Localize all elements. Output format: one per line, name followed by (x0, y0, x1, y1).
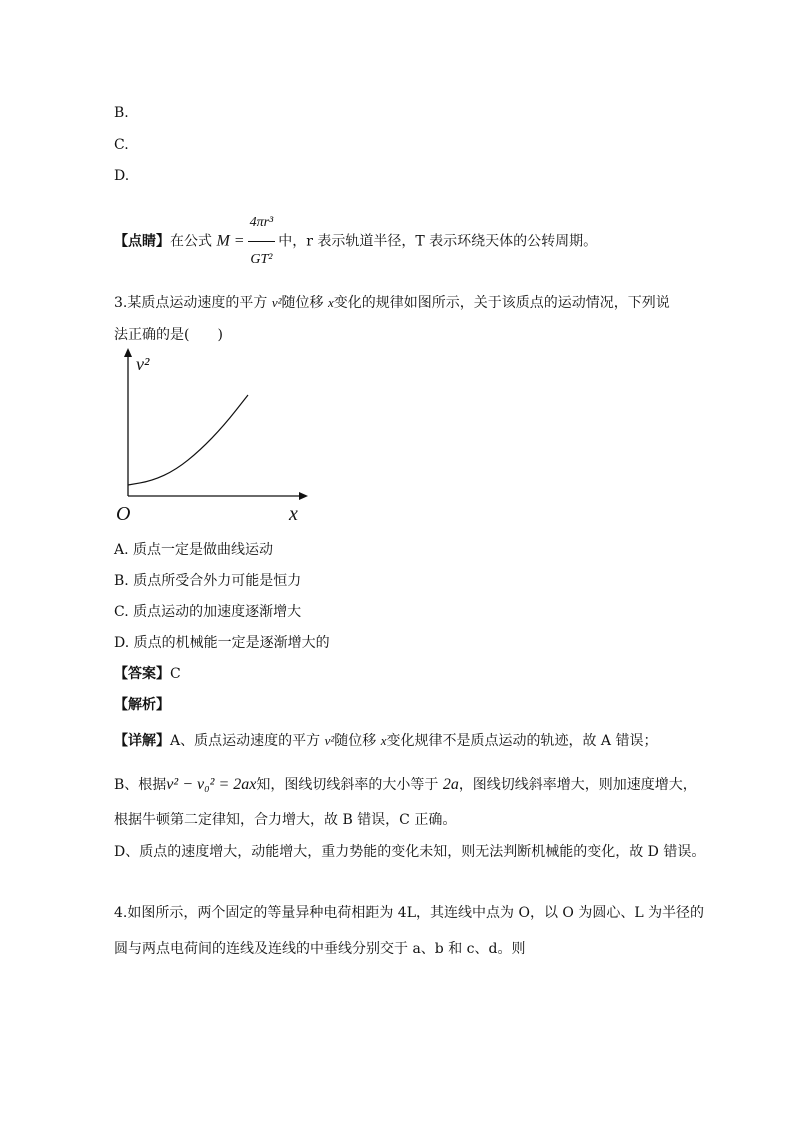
x-axis-arrow (299, 492, 308, 500)
q3-stem-line2: 法正确的是( ) (114, 327, 223, 343)
formula-lhs: M = (216, 232, 245, 250)
answer-value: C (170, 666, 181, 682)
q4-stem-line1: 4.如图所示，两个固定的等量异种电荷相距为 4L，其连线中点为 O，以 O 为圆心、L 为半径的 (114, 905, 705, 921)
analysis-label: 【解析】 (114, 697, 170, 713)
v2-curve (128, 395, 248, 485)
y-axis-label: v² (136, 354, 150, 374)
q4-stem-line2: 圆与两点电荷间的连线及连线的中垂线分别交于 a、b 和 c、d。则 (114, 941, 526, 957)
dianjing-line: 【点睛】在公式 M = $\frac{\text{4πr³}}{\text{GT²}}$ 中，r 表示轨道半径，T 表示环绕天体的公转周期。 (114, 206, 597, 277)
dianjing-label: 【点睛】 (114, 233, 170, 250)
origin-label: O (116, 503, 131, 525)
answer-label: 【答案】 (114, 666, 170, 682)
q3-stem-line1: 3.某质点运动速度的平方 v²随位移 x变化的规律如图所示，关于该质点的运动情况，下列说 (114, 295, 670, 311)
q3-option-d: D. 质点的机械能一定是逐渐增大的 (114, 635, 330, 651)
detail-label: 【详解】 (114, 733, 170, 749)
formula-fraction: $\frac{\text{4πr³}}{\text{GT²}}$ (248, 206, 276, 277)
q3-option-b: B. 质点所受合外力可能是恒力 (114, 573, 302, 589)
option-d-prev: D. (114, 168, 130, 184)
y-axis-arrow (124, 348, 132, 357)
kinematics-formula: v² − v₀² = 2ax (166, 776, 257, 793)
option-b-prev: B. (114, 105, 129, 121)
detail-d-line: D、质点的速度增大，动能增大，重力势能的变化未知，则无法判断机械能的变化，故 D 错误。 (114, 844, 706, 860)
q3-answer (114, 667, 181, 681)
q3-option-a: A. 质点一定是做曲线运动 (114, 542, 274, 558)
detail-a-line: 【详解】A、质点运动速度的平方 v²随位移 x变化规律不是质点运动的轨迹，故 A 错误； (114, 733, 658, 749)
x-axis-label: x (289, 503, 298, 525)
detail-b-line: B、根据v² − v₀² = 2ax知，图线切线斜率的大小等于 2a，图线切线斜率增大，则加速度增大， (114, 776, 697, 793)
q3-option-c: C. 质点运动的加速度逐渐增大 (114, 604, 302, 620)
detail-b-line2: 根据牛顿第二定律知，合力增大，故 B 错误，C 正确。 (114, 812, 457, 828)
option-c-prev: C. (114, 137, 129, 153)
v2-x-graph (112, 348, 312, 528)
